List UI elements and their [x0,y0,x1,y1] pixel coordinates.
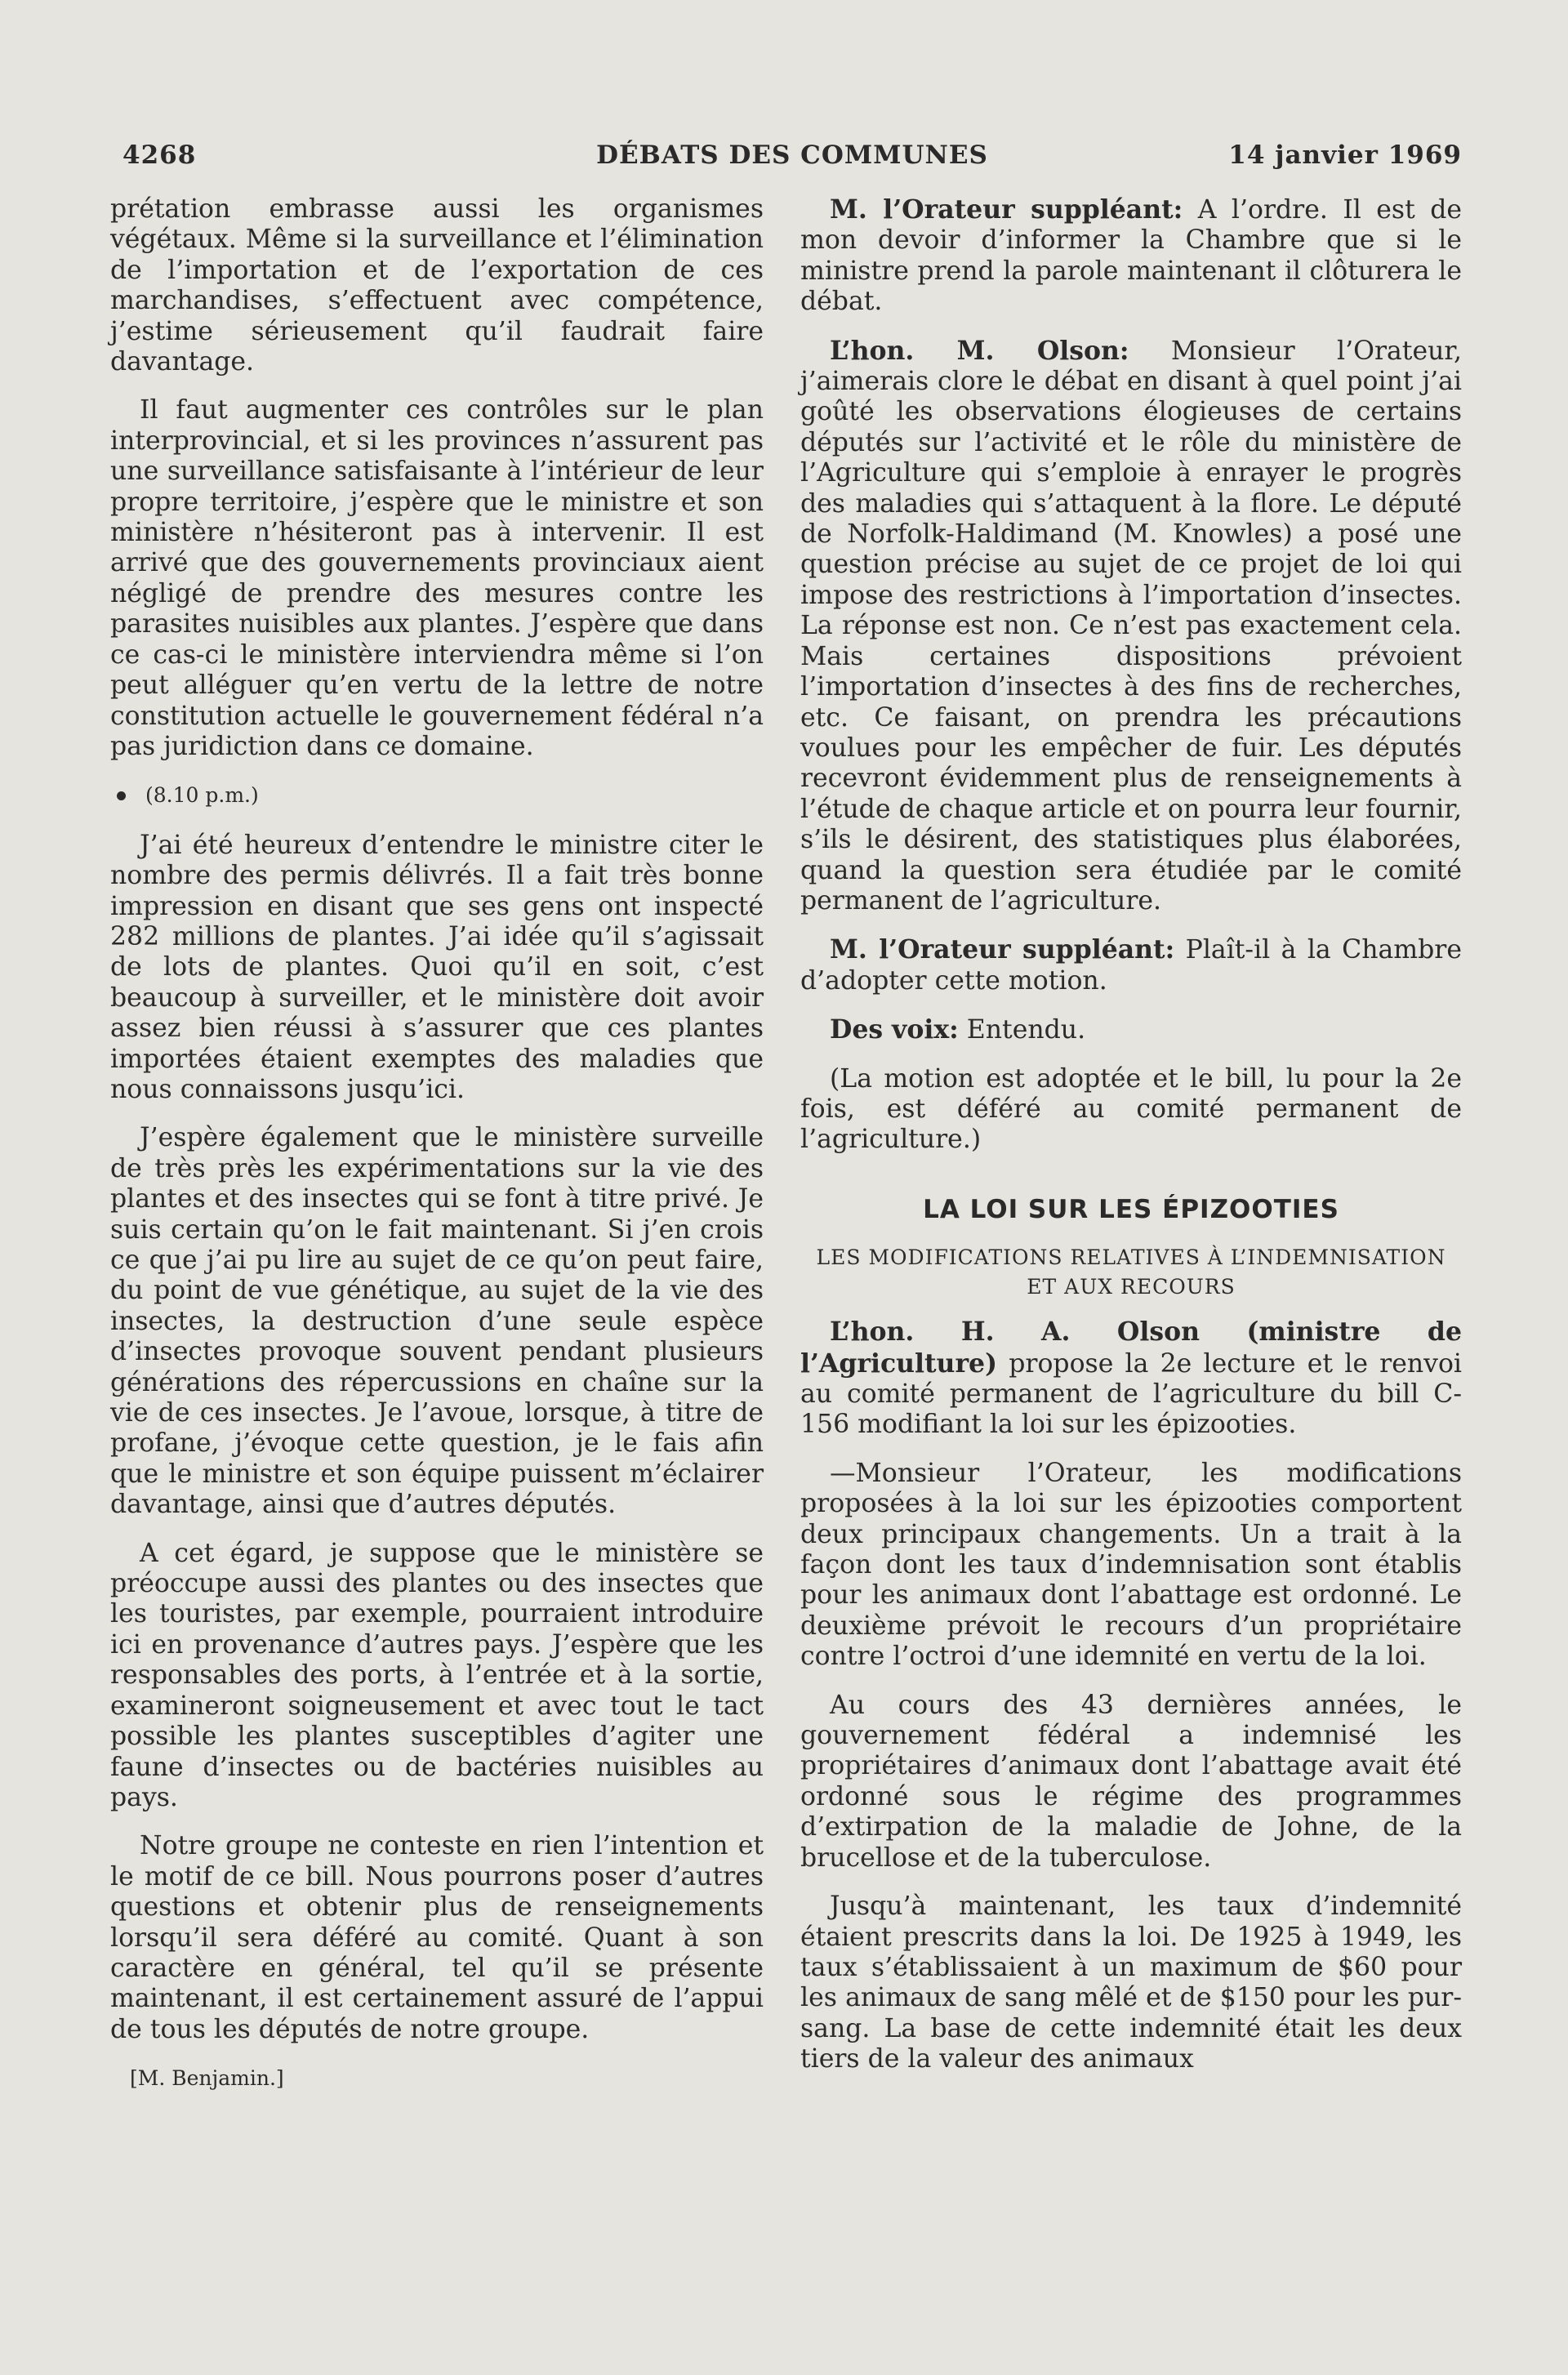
speech [800,934,1462,996]
speaker-name: M. l’Orateur suppléant: [830,934,1175,965]
paragraph: prétation embrasse aussi les organismes végétaux. Même si la surveillance et l’élimination de l’importation et de l’exportation de ces marchandises, s’effectuent avec compétence, j’estime sérieusement qu’il faudrait faire davantage. [110,194,764,377]
speech-text: Entendu. [958,1015,1086,1045]
speaker-name: L’hon. M. Olson: [830,335,1129,366]
speech-text: Monsieur l’Orateur, j’aimerais clore le débat en disant à quel point j’ai goûté les observations élogieuses de certains députés sur l’activité et le rôle du ministère de l’Agriculture qui s’emploie à enrayer le progrès des maladies qui s’attaquent à la flore. Le député de Norfolk-Haldimand (M. Knowles) a posé une question précise au sujet de ce projet de loi qui impose des restrictions à l’importation d’insectes. La réponse est non. Ce n’est pas exactement cela. Mais certaines dispositions prévoient l’importation d’insectes à des fins de recherches, etc. Ce faisant, on prendra les précautions voulues pour les empêcher de fuir. Les députés recevront évidemment plus de renseignements à l’étude de chaque article et on pourra leur fournir, s’ils le désirent, des statistiques plus élaborées, quand la question sera étudiée par le comité permanent de l’agriculture. [800,336,1462,916]
paragraph: Il faut augmenter ces contrôles sur le plan interprovincial, et si les provinces n’assurent pas une surveillance satisfaisante à l’intérieur de leur propre territoire, j’espère que le ministre et son ministère n’hésiteront pas à intervenir. Il est arrivé que des gouvernements provinciaux aient négligé de prendre des mesures contre les parasites nuisibles aux plantes. J’espère que dans ce cas-ci le ministère interviendra même si l’on peut alléguer qu’en vertu de la lettre de notre constitution actuelle le gouvernement fédéral n’a pas juridiction dans ce domaine. [110,395,764,761]
speaker-signature: [M. Benjamin.] [130,2066,284,2091]
speaker-name: L’hon. H. A. Olson (ministre de l’Agriculture) [800,1317,1462,1379]
page-date: 14 janvier 1969 [1228,140,1462,170]
paragraph: J’ai été heureux d’entendre le ministre citer le nombre des permis délivrés. Il a fait très bonne impression en disant que ses gens ont inspecté 282 millions de plantes. J’ai idée qu’il s’agissait de lots de plantes. Quoi qu’il en soit, c’est beaucoup à surveiller, et le ministère doit avoir assez bien réussi à s’assurer que ces plantes importées étaient exemptes des maladies que nous connaissons jusqu’ici. [110,830,764,1104]
speech [800,336,1462,917]
section-heading: LA LOI SUR LES ÉPIZOOTIES [923,1194,1339,1224]
paragraph: —Monsieur l’Orateur, les modifications proposées à la loi sur les épizooties comportent deux principaux changements. Un a trait à la façon dont les taux d’indemnisation sont établis pour les animaux dont l’abattage est ordonné. Le deuxième prévoit le recours d’un propriétaire contre l’octroi d’une idemnité en vertu de la loi. [800,1458,1462,1672]
paragraph: Au cours des 43 dernières années, le gouvernement fédéral a indemnisé les propriétaires d’animaux dont l’abattage avait été ordonné sous le régime des programmes d’extirpation de la maladie de Johne, de la brucellose et de la tuberculose. [800,1690,1462,1873]
publication-title: DÉBATS DES COMMUNES [596,140,988,170]
speech-text: Plaît-il à la Chambre d’adopter cette motion. [800,935,1463,996]
speech-text: propose la 2e lecture et le renvoi au comité permanent de l’agriculture du bill C-156 modifiant la loi sur les épizooties. [800,1348,1462,1440]
speaker-name: Des voix: [830,1014,959,1045]
speaker-name: M. l’Orateur suppléant: [830,194,1183,225]
speech-text: A l’ordre. Il est de mon devoir d’informer la Chambre que si le ministre prend la parole maintenant il clôturera le débat. [800,195,1463,317]
speech [800,194,1462,318]
bullet-icon [117,791,126,800]
time-stamp: (8.10 p.m.) [145,783,259,808]
section-subheading: LES MODIFICATIONS RELATIVES À L’INDEMNISATION ET AUX RECOURS [816,1245,1446,1299]
paragraph: J’espère également que le ministère surveille de très près les expérimentations sur la vie des plantes et des insectes qui se font à titre privé. Je suis certain qu’on le fait maintenant. Si j’en crois ce que j’ai pu lire au sujet de ce qu’on peut faire, du point de vue génétique, au sujet de la vie des insectes, la destruction d’une seule espèce d’insectes provoque souvent pendant plusieurs générations des répercussions en chaîne sur la vie de ces insectes. Je l’avoue, lorsque, à titre de profane, j’évoque cette question, je le fais afin que le ministre et son équipe puissent m’éclairer davantage, ainsi que d’autres députés. [110,1123,764,1520]
motion-note: (La motion est adoptée et le bill, lu pour la 2e fois, est déféré au comité permanent de l’agriculture.) [800,1063,1462,1155]
paragraph: Notre groupe ne conteste en rien l’intention et le motif de ce bill. Nous pourrons poser d’autres questions et obtenir plus de renseignements lorsqu’il sera déféré au comité. Quant à son caractère en général, tel qu’il se présente maintenant, il est certainement assuré de l’appui de tous les députés de notre groupe. [110,1831,764,2044]
left-column [110,194,764,2094]
paragraph: Jusqu’à maintenant, les taux d’indemnité étaient prescrits dans la loi. De 1925 à 1949, les taux s’établissaient à un maximum de $60 pour les animaux de sang mêlé et de $150 pour les pur-sang. La base de cette indemnité était les deux tiers de la valeur des animaux [800,1892,1462,2074]
paragraph: A cet égard, je suppose que le ministère se préoccupe aussi des plantes ou des insectes que les touristes, par exemple, pourraient introduire ici en provenance d’autres pays. J’espère que les responsables des ports, à l’entrée et à la sortie, examineront soigneusement et avec tout le tact possible les plantes susceptibles d’agiter une faune d’insectes ou de bactéries nuisibles au pays. [110,1538,764,1812]
speech [800,1014,1462,1045]
right-column [800,194,1462,2093]
speech [800,1317,1462,1441]
page-number: 4268 [122,140,197,170]
page-header [122,131,1462,180]
time-marker [110,780,764,810]
